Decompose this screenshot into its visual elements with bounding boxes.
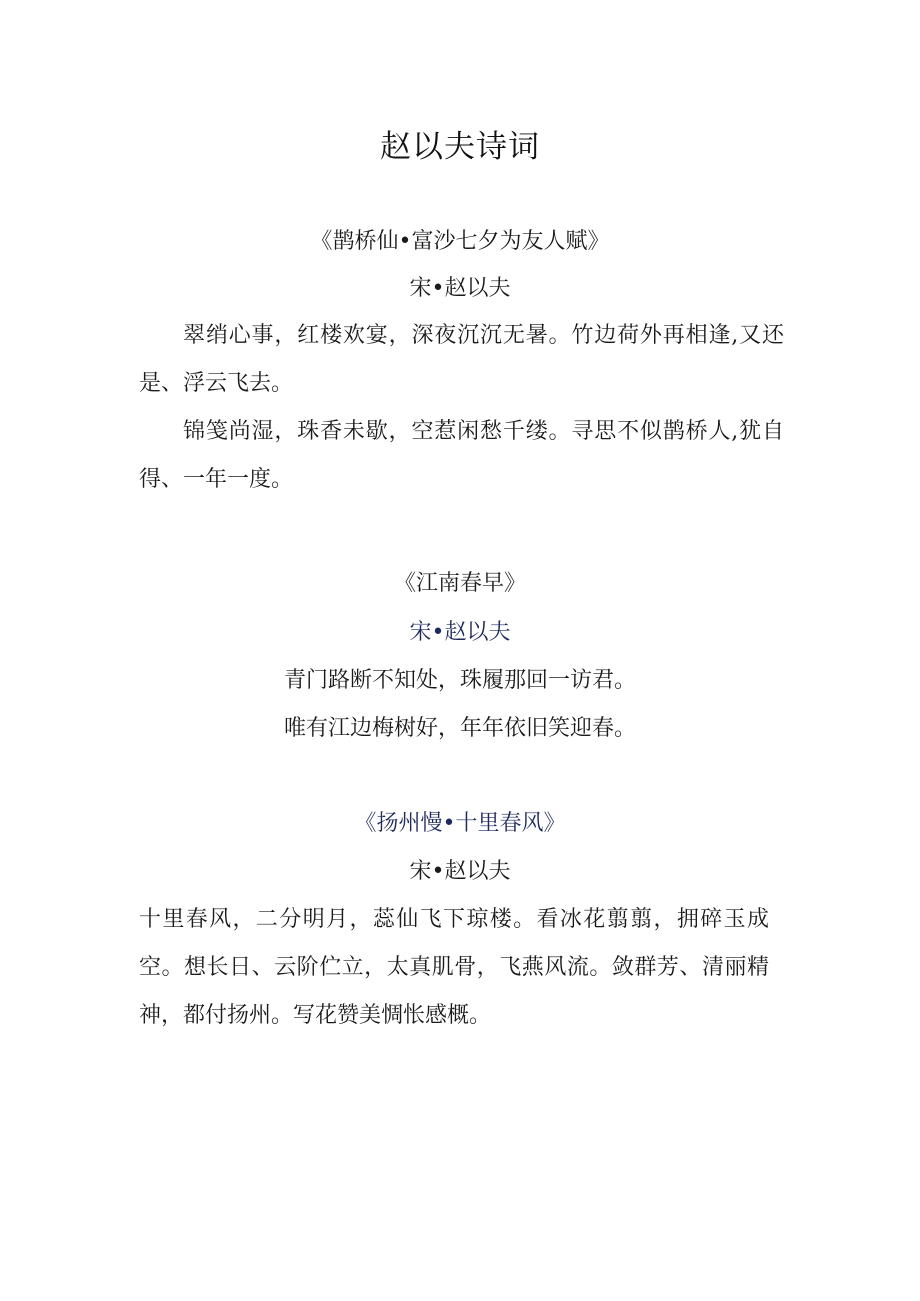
poem-title: 《江南春早》 (393, 571, 526, 596)
poem-line: 青门路断不知处，珠履那回一访君。 (283, 668, 636, 693)
poem-author: 宋•赵以夫 (409, 859, 511, 884)
poem-title: 《扬州慢•十里春风》 (354, 811, 566, 836)
poem-title: 《鹊桥仙•富沙七夕为友人赋》 (310, 229, 610, 254)
poem-paragraph: 十里春风，二分明月，蕊仙飞下琼楼。看冰花翦翦，拥碎玉成空。想长日、云阶伫立，太真肌骨，飞燕风流。敛群芳、清丽精神，都付扬州。写花赞美惆怅感概。 (139, 907, 769, 1028)
poem-paragraph: 锦笺尚湿，珠香未歇，空惹闲愁千缕。寻思不似鹊桥人,犹自得、一年一度。 (139, 419, 784, 492)
poem-line: 唯有江边梅树好，年年依旧笑迎春。 (283, 716, 636, 741)
poem-author: 宋•赵以夫 (409, 276, 511, 301)
poem-paragraph: 翠绡心事，红楼欢宴，深夜沉沉无暑。竹边荷外再相逢,又还是、浮云飞去。 (139, 323, 784, 396)
document-title: 赵以夫诗词 (380, 129, 540, 165)
poem-author: 宋•赵以夫 (409, 620, 511, 645)
